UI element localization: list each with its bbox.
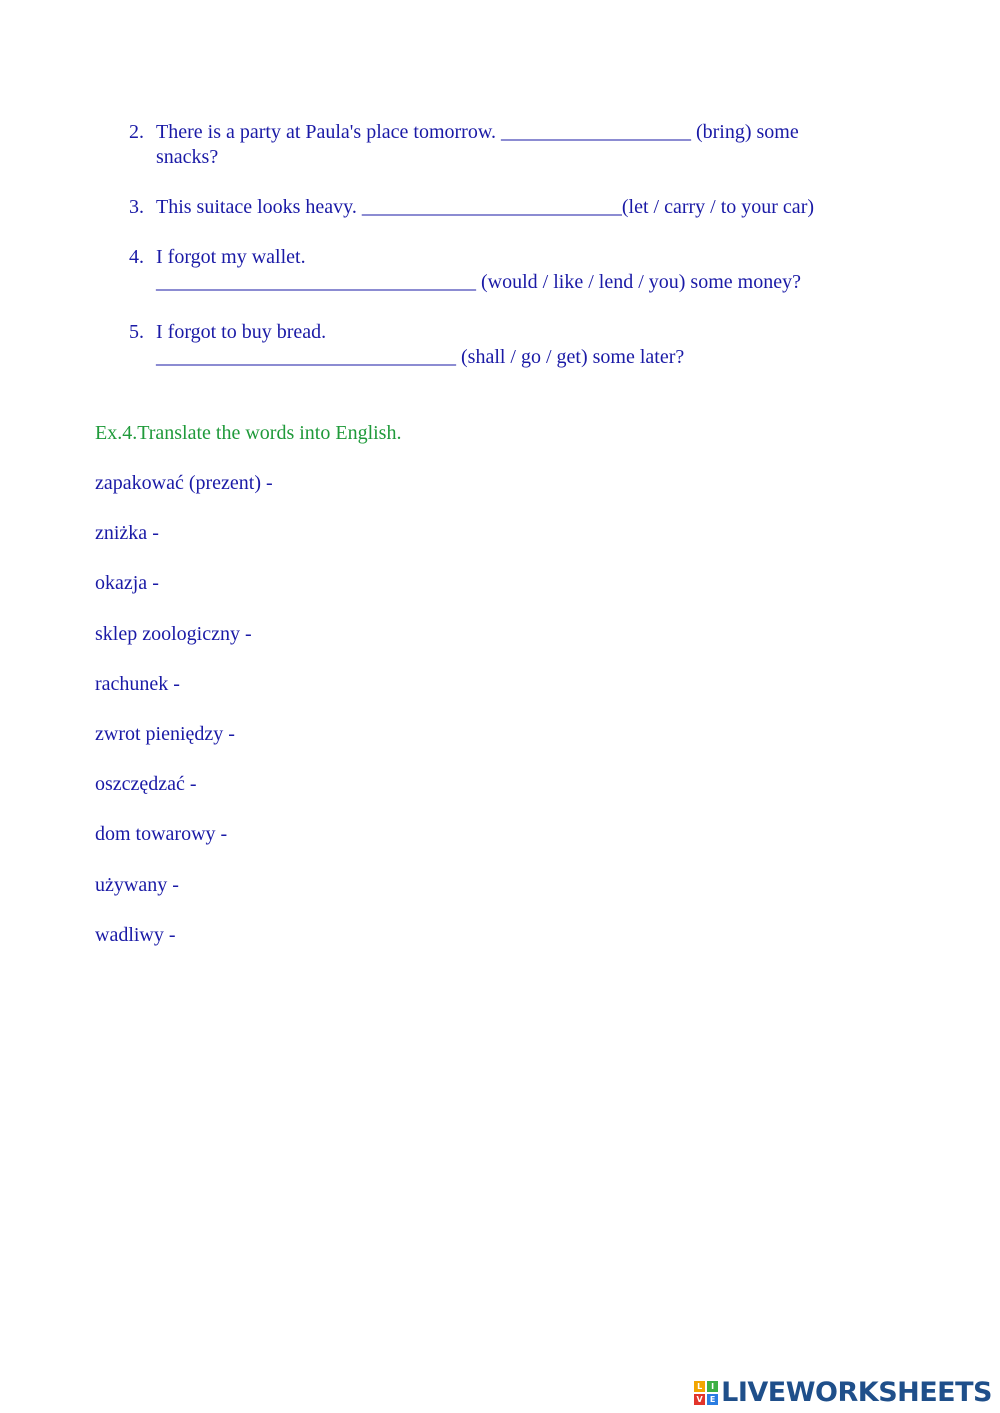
item-text-line1: I forgot to buy bread. <box>156 321 327 343</box>
item-number: 4. <box>129 246 144 268</box>
vocab-item: oszczędzać - <box>95 773 197 795</box>
logo-mark-letter: I <box>707 1381 718 1392</box>
liveworksheets-logo <box>694 1379 992 1407</box>
vocab-item: wadliwy - <box>95 924 176 946</box>
vocab-item: zniżka - <box>95 522 159 544</box>
vocab-item: okazja - <box>95 572 159 594</box>
logo-mark-letter: L <box>694 1381 705 1392</box>
item-number: 5. <box>129 321 144 343</box>
item-text-line1: I forgot my wallet. <box>156 246 306 268</box>
vocab-item: zwrot pieniędzy - <box>95 723 235 745</box>
item-text-line2: ______________________________ (shall / go / get) some later? <box>156 346 685 368</box>
logo-text: LIVEWORKSHEETS <box>721 1377 992 1408</box>
vocab-item: używany - <box>95 874 179 896</box>
logo-mark-letter: E <box>707 1394 718 1405</box>
logo-mark-icon <box>694 1381 718 1405</box>
item-text-line1: There is a party at Paula's place tomorrow. ___________________ (bring) some <box>156 121 799 143</box>
item-number: 3. <box>129 196 144 218</box>
logo-mark-letter: V <box>694 1394 705 1405</box>
item-number: 2. <box>129 121 144 143</box>
vocab-item: sklep zoologiczny - <box>95 623 252 645</box>
item-text-line2: ________________________________ (would / like / lend / you) some money? <box>156 271 801 293</box>
exercise-4-title: Ex.4.Translate the words into English. <box>95 422 402 444</box>
vocab-item: zapakować (prezent) - <box>95 472 273 494</box>
item-text-line2: snacks? <box>156 146 219 168</box>
vocab-item: dom towarowy - <box>95 823 228 845</box>
vocab-item: rachunek - <box>95 673 180 695</box>
item-text-line1: This suitace looks heavy. __________________________(let / carry / to your car) <box>156 196 815 218</box>
